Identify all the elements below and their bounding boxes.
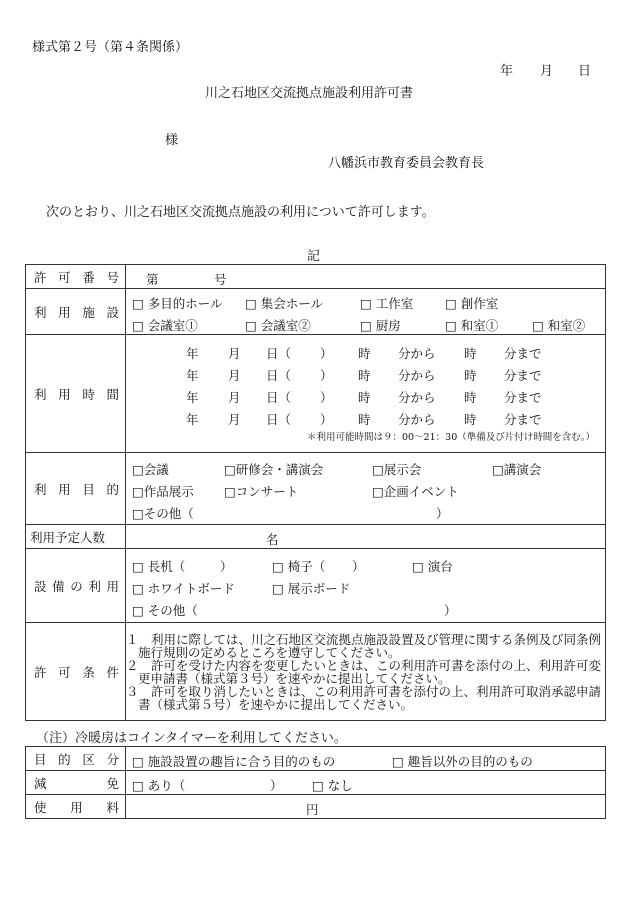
conditions-label: 許 可 条 件 <box>34 664 119 680</box>
purpose-checkbox[interactable]: □企画イベント <box>372 483 459 499</box>
purpose-class-label: 目 的 区 分 <box>34 751 119 767</box>
purpose-options: □会議 □研修会・講演会 □展示会 □講演会 □作品展示 □コンサート □企画イベント □その他（ ） <box>126 453 606 525</box>
equipment-checkbox[interactable]: □ 演台 <box>412 558 453 574</box>
purpose-checkbox[interactable]: □研修会・講演会 <box>224 461 324 477</box>
time-line[interactable]: 年 月 日（ ） 時 分から 時 分まで <box>186 368 542 383</box>
fee-table <box>25 746 606 819</box>
purpose-class-checkbox[interactable]: □ 趣旨以外の目的のもの <box>392 753 533 769</box>
exemption-no-checkbox[interactable]: □ なし <box>312 777 353 793</box>
condition-item: １ 利用に際しては、川之石地区交流拠点施設設置及び管理に関する条例及び同条例施行規則の定めるところを遵守してください。 <box>126 631 602 660</box>
facility-checkbox[interactable]: □ 厨房 <box>360 317 401 333</box>
permit-number-field[interactable]: 第 号 <box>126 265 606 289</box>
equipment-checkbox[interactable]: □ 展示ボード <box>272 580 351 596</box>
time-line[interactable]: 年 月 日（ ） 時 分から 時 分まで <box>186 390 542 405</box>
facility-row <box>26 289 606 335</box>
facility-checkbox[interactable]: □ 集会ホール <box>245 295 324 311</box>
addressee-suffix: 様 <box>165 133 179 148</box>
time-line[interactable]: 年 月 日（ ） 時 分から 時 分まで <box>186 412 542 427</box>
conditions-row <box>26 623 606 721</box>
exemption-label: 減 免 <box>34 775 119 791</box>
facility-checkbox[interactable]: □ 和室② <box>532 317 586 333</box>
purpose-checkbox[interactable]: □会議 <box>132 461 169 477</box>
facility-checkbox[interactable]: □ 会議室① <box>132 317 198 333</box>
equipment-checkbox[interactable]: □ 長机（ <box>132 558 186 574</box>
date-month-label: 月 <box>540 64 554 79</box>
permit-number-label: 許 可 番 号 <box>34 269 119 285</box>
facility-checkbox[interactable]: □ 多目的ホール <box>132 295 223 311</box>
exemption-yes-checkbox[interactable]: □ あり（ <box>132 777 186 793</box>
purpose-class-checkbox[interactable]: □ 施設設置の趣旨に合う目的のもの <box>132 753 336 769</box>
exemption-row: 減 免 □ あり（ ） □ なし <box>26 771 606 795</box>
fee-row <box>26 795 606 819</box>
permit-number-row <box>26 265 606 289</box>
equipment-options: □ 長机（ ） □ 椅子（ ） □ 演台 □ ホワイトボード □ 展示ボード □ その他（ ） <box>126 549 606 623</box>
equipment-row <box>26 549 606 623</box>
conditions-text <box>126 623 606 721</box>
facility-checkbox[interactable]: □ 会議室② <box>245 317 311 333</box>
date-day-label: 日 <box>578 64 592 79</box>
purpose-other-checkbox[interactable]: □その他（ <box>132 505 194 521</box>
time-row <box>26 335 606 453</box>
form-number: 様式第２号（第４条関係） <box>32 40 189 55</box>
purpose-checkbox[interactable]: □講演会 <box>492 461 542 477</box>
facility-checkbox[interactable]: □ 創作室 <box>445 295 499 311</box>
date-year-label: 年 <box>500 64 514 79</box>
persons-row <box>26 525 606 549</box>
time-label: 利 用 時 間 <box>34 386 119 402</box>
facility-options <box>126 289 606 335</box>
time-fields <box>126 335 606 453</box>
fee-label: 使 用 料 <box>34 799 119 815</box>
facility-checkbox[interactable]: □ 和室① <box>445 317 499 333</box>
equipment-checkbox[interactable]: □ ホワイトボード <box>132 580 235 596</box>
facility-label: 利 用 施 設 <box>34 304 119 320</box>
aircon-note: （注）冷暖房はコインタイマーを利用してください。 <box>36 731 347 746</box>
issuer: 八幡浜市教育委員会教育長 <box>328 156 485 171</box>
purpose-checkbox[interactable]: □展示会 <box>372 461 422 477</box>
purpose-checkbox[interactable]: □コンサート <box>224 483 299 499</box>
condition-item: ２ 許可を受けた内容を変更したいときは、この利用許可書を添付の上、利用許可変更申請書（様式第３号）を速やかに提出してください。 <box>126 657 602 686</box>
equipment-checkbox[interactable]: □ 椅子（ <box>272 558 326 574</box>
purpose-row <box>26 453 606 525</box>
time-line[interactable]: 年 月 日（ ） 時 分から 時 分まで <box>186 346 542 361</box>
time-note: ＊利用可能時間は９：00～21：30（準備及び片付け時間を含む。） <box>306 432 595 443</box>
fee-field[interactable]: 円 <box>126 795 606 819</box>
equipment-label: 設 備 の 利 用 <box>34 578 119 594</box>
persons-field[interactable]: 名 <box>126 525 606 549</box>
permit-table <box>25 264 606 721</box>
persons-label: 利用予定人数 <box>30 529 106 545</box>
purpose-checkbox[interactable]: □作品展示 <box>132 483 194 499</box>
equipment-other-checkbox[interactable]: □ その他（ <box>132 602 198 618</box>
condition-item: ３ 許可を取り消したいときは、この利用許可書を添付の上、利用許可取消承認申請書（様式第５号）を速やかに提出してください。 <box>126 683 602 712</box>
document-title: 川之石地区交流拠点施設利用許可書 <box>205 86 414 101</box>
purpose-class-row <box>26 747 606 771</box>
purpose-label: 利 用 目 的 <box>34 481 119 497</box>
facility-checkbox[interactable]: □ 工作室 <box>360 295 414 311</box>
intro-text: 次のとおり、川之石地区交流拠点施設の利用について許可します。 <box>46 205 435 220</box>
ki-mark: 記 <box>307 249 321 264</box>
